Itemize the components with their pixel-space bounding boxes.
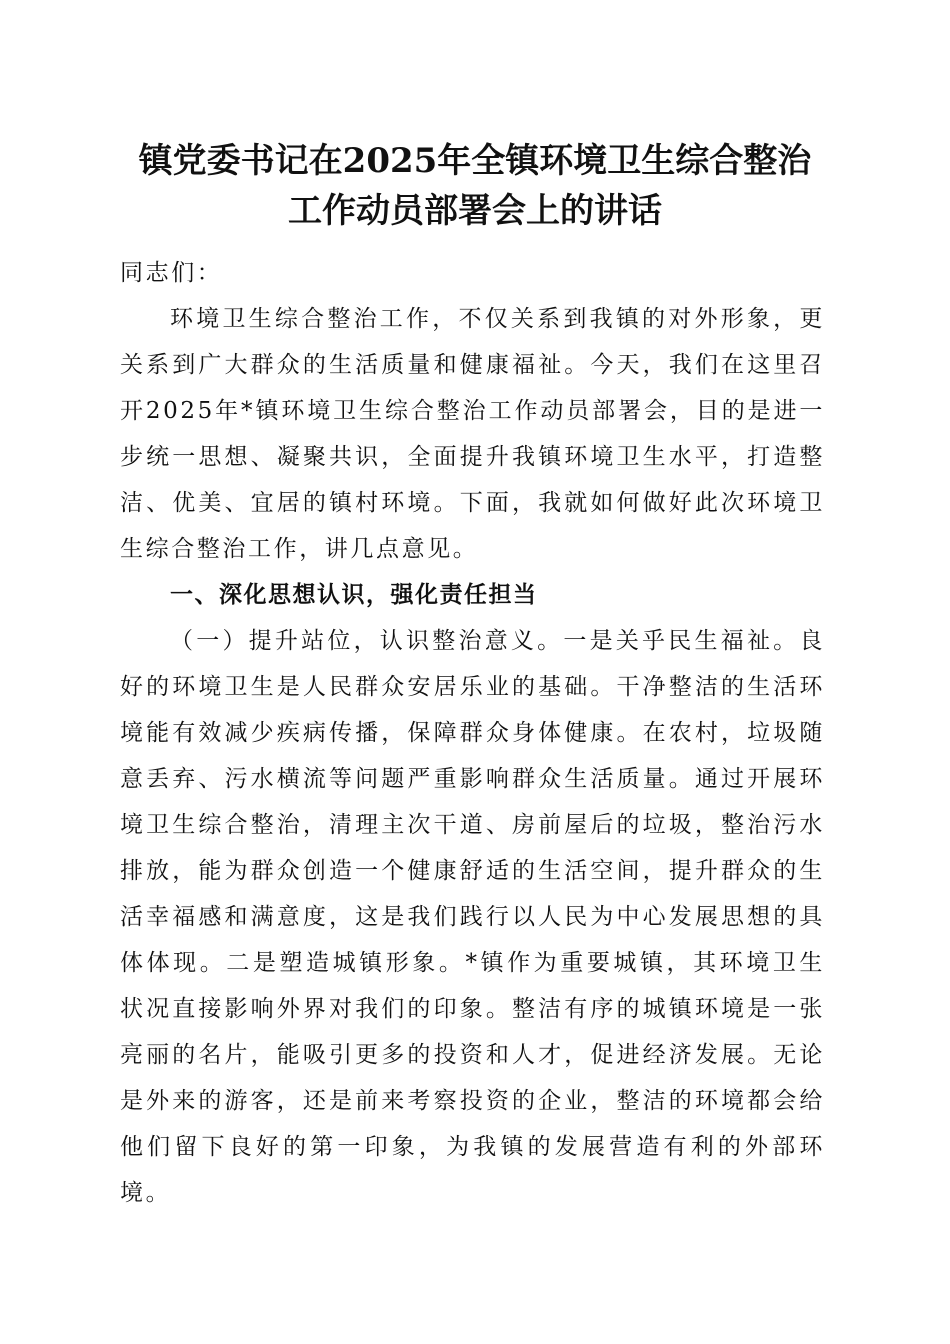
salutation: 同志们： xyxy=(120,260,223,286)
section-heading-1: 一、深化思想认识，强化责任担当 xyxy=(170,582,538,608)
paragraph-intro: 环境卫生综合整治工作，不仅关系到我镇的对外形象，更关系到广大群众的生活质量和健康福祉。今天，我们在这里召开2025年*镇环境卫生综合整治工作动员部署会，目的是进一步统一思想、凝聚共识，全面提升我镇环境卫生水平，打造整洁、优美、宜居的镇村环境。下面，我就如何做好此次环境卫生综合整治工作，讲几点意见。 xyxy=(120,306,825,562)
document-title-line-2: 工作动员部署会上的讲话 xyxy=(288,191,662,231)
paragraph-section-1-1: （一）提升站位，认识整治意义。一是关乎民生福祉。良好的环境卫生是人民群众安居乐业的基础。干净整洁的生活环境能有效减少疾病传播，保障群众身体健康。在农村，垃圾随意丢弃、污水横流等问题严重影响群众生活质量。通过开展环境卫生综合整治，清理主次干道、房前屋后的垃圾，整治污水排放，能为群众创造一个健康舒适的生活空间，提升群众的生活幸福感和满意度，这是我们践行以人民为中心发展思想的具体体现。二是塑造城镇形象。*镇作为重要城镇，其环境卫生状况直接影响外界对我们的印象。整洁有序的城镇环境是一张亮丽的名片，能吸引更多的投资和人才，促进经济发展。无论是外来的游客，还是前来考察投资的企业，整洁的环境都会给他们留下良好的第一印象，为我镇的发展营造有利的外部环境。 xyxy=(120,628,825,1206)
document-body xyxy=(120,250,825,1216)
document-title-line-1: 镇党委书记在2025年全镇环境卫生综合整治 xyxy=(138,141,812,181)
